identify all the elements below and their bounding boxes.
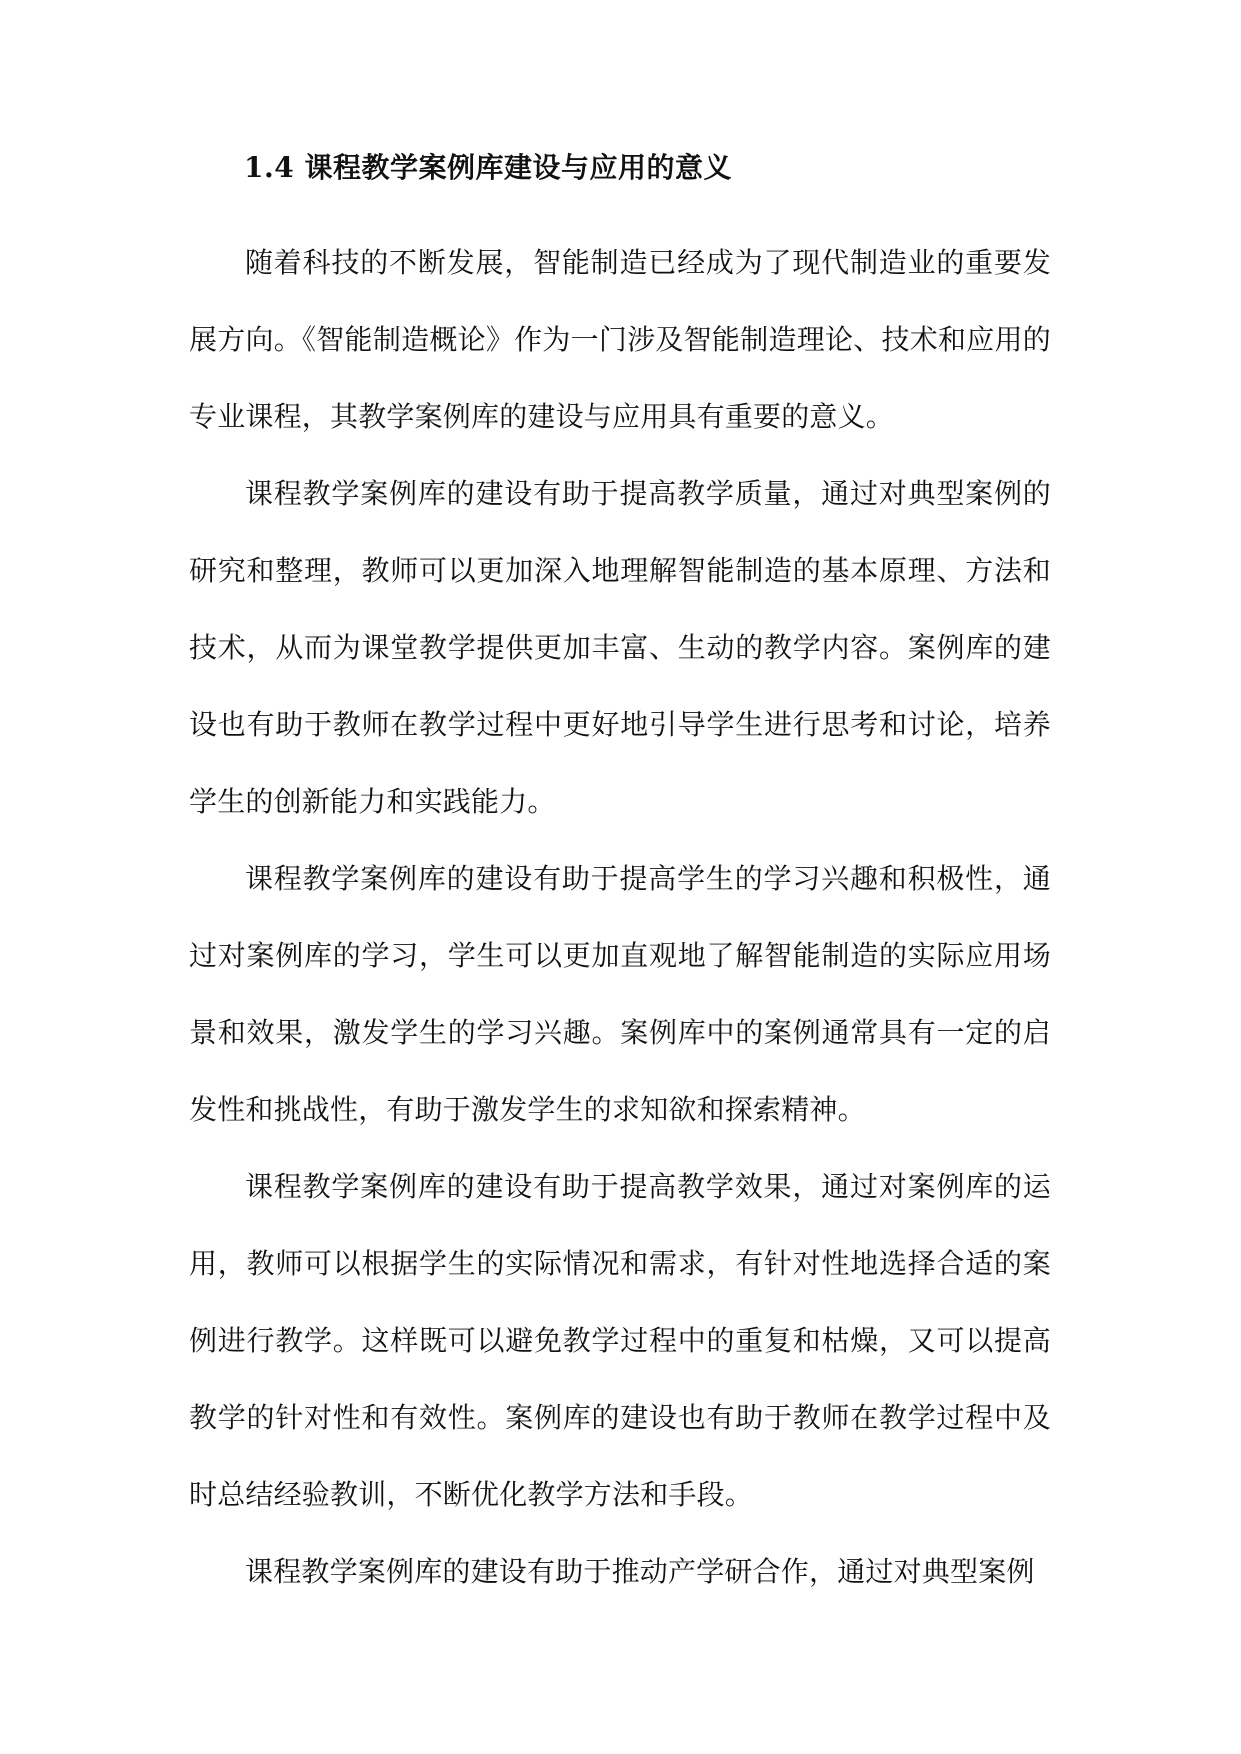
paragraph: 课程教学案例库的建设有助于提高教学效果，通过对案例库的运用，教师可以根据学生的实际情况和需求，有针对性地选择合适的案例进行教学。这样既可以避免教学过程中的重复和枯燥，又可以提高教学的针对性和有效性。案例库的建设也有助于教师在教学过程中及时总结经验教训，不断优化教学方法和手段。 xyxy=(189,1170,1051,1511)
paragraph: 课程教学案例库的建设有助于推动产学研合作，通过对典型案例 xyxy=(245,1555,1035,1588)
paragraph: 课程教学案例库的建设有助于提高学生的学习兴趣和积极性，通过对案例库的学习，学生可以更加直观地了解智能制造的实际应用场景和效果，激发学生的学习兴趣。案例库中的案例通常具有一定的启发性和挑战性，有助于激发学生的求知欲和探索精神。 xyxy=(189,862,1051,1126)
body-text xyxy=(189,224,1051,1610)
paragraph: 随着科技的不断发展，智能制造已经成为了现代制造业的重要发展方向。《智能制造概论》作为一门涉及智能制造理论、技术和应用的专业课程，其教学案例库的建设与应用具有重要的意义。 xyxy=(189,246,1051,433)
paragraph: 课程教学案例库的建设有助于提高教学质量，通过对典型案例的研究和整理，教师可以更加深入地理解智能制造的基本原理、方法和技术，从而为课堂教学提供更加丰富、生动的教学内容。案例库的建设也有助于教师在教学过程中更好地引导学生进行思考和讨论，培养学生的创新能力和实践能力。 xyxy=(189,477,1051,818)
section-heading: 1.4 课程教学案例库建设与应用的意义 xyxy=(244,151,732,184)
